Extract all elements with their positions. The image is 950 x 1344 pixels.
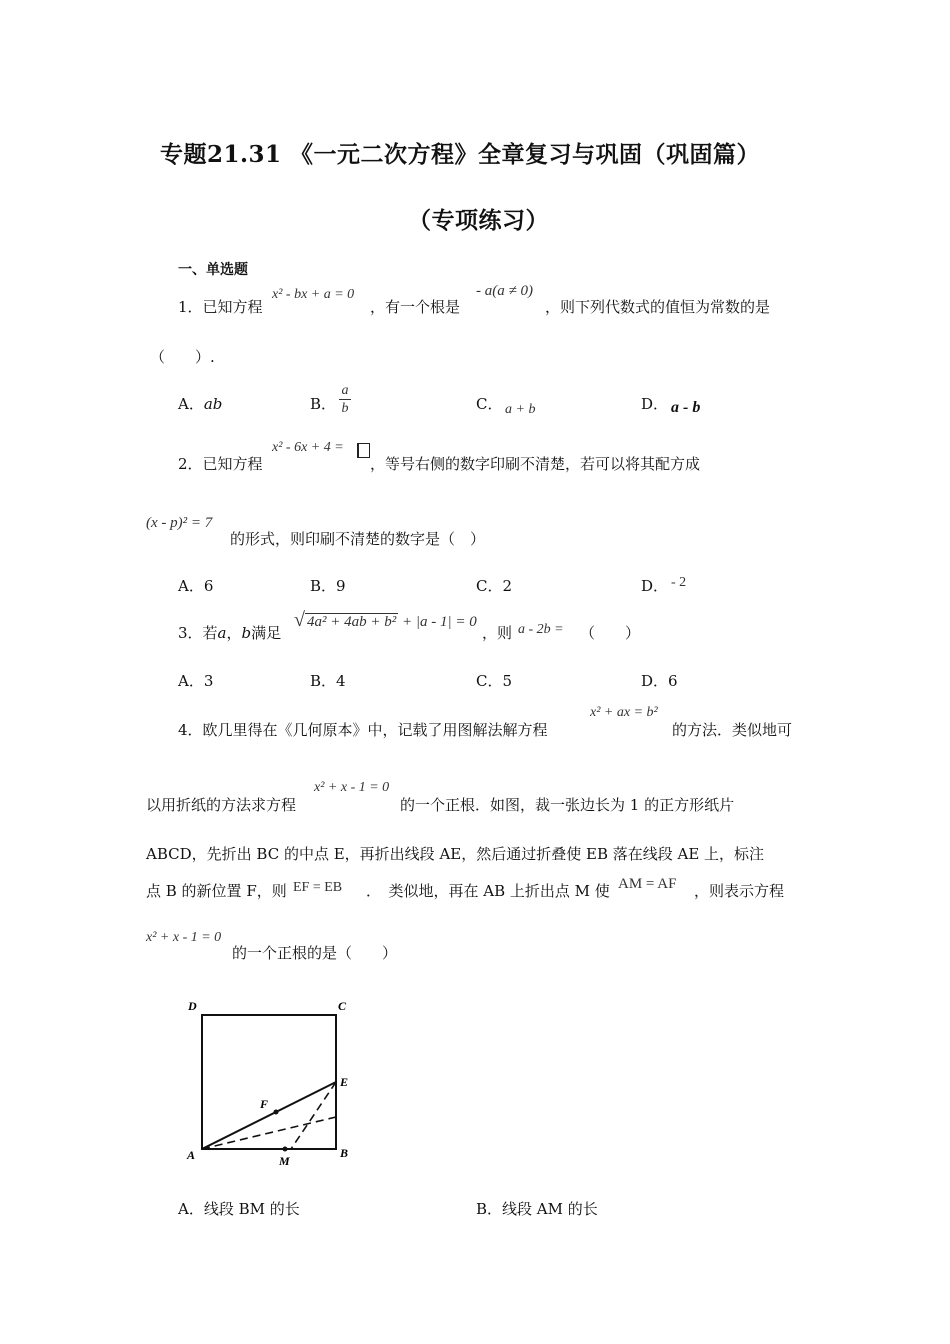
q1-option-c[interactable]: [476, 393, 502, 414]
option-label: A．: [178, 395, 204, 413]
q4-line1-a: 4．欧几里得在《几何原本》中，记载了用图解法解方程: [178, 721, 548, 739]
square-abcd: [202, 1015, 336, 1149]
q2-mid-text: ，等号右侧的数字印刷不清楚，若可以将其配方成: [370, 455, 701, 473]
option-label: C．: [476, 395, 503, 413]
q2-equation: x² - 6x + 4 =: [272, 440, 344, 455]
q4-line4-a: 点 B 的新位置 F，则: [146, 882, 287, 900]
q4-line4-c: ，则表示方程: [694, 882, 785, 900]
option-label: D．: [641, 395, 669, 413]
q4-eq1: x² + ax = b²: [590, 705, 658, 720]
option-label: C．: [476, 672, 503, 690]
q4-option-b[interactable]: [476, 1198, 598, 1219]
q2-equation-2: (x - p)² = 7: [146, 515, 213, 531]
q2-option-d[interactable]: [641, 575, 668, 596]
option-value: 2: [502, 577, 513, 595]
point-f: [274, 1110, 279, 1115]
q3-option-a[interactable]: [178, 670, 213, 691]
option-value: 6: [203, 577, 214, 595]
option-label: D．: [641, 672, 669, 690]
option-value: 6: [668, 672, 678, 690]
q3-option-b[interactable]: [310, 670, 346, 691]
option-value: ab: [203, 395, 223, 413]
label-c: C: [338, 999, 347, 1013]
label-d: D: [188, 999, 197, 1013]
option-label: D．: [641, 577, 669, 595]
section-heading: 一、单选题: [178, 262, 248, 278]
option-label: B．: [310, 672, 337, 690]
sqrt-radicand: 4a² + 4ab + b²: [306, 614, 397, 630]
q3-paren: （ ）: [580, 624, 641, 642]
q3-option-c[interactable]: [476, 670, 512, 691]
q1-option-b-fraction: [339, 379, 351, 416]
label-e: E: [340, 1075, 349, 1089]
fold-line-dashed-1: [202, 1117, 336, 1149]
option-label: C．: [476, 577, 503, 595]
q2-number: 2．已知方程: [178, 455, 263, 473]
q2-option-b[interactable]: [310, 575, 346, 596]
q1-option-d-value: a - b: [671, 399, 701, 416]
q1-root: - a(a ≠ 0): [476, 283, 533, 299]
option-label: A．: [178, 577, 204, 595]
fold-line-dashed-2: [291, 1082, 336, 1149]
q4-option-a[interactable]: [178, 1198, 300, 1219]
q1-equation: x² - bx + a = 0: [272, 287, 355, 302]
label-m: M: [279, 1154, 290, 1168]
q3-option-d[interactable]: [641, 670, 678, 691]
var-a: a: [217, 624, 227, 642]
q4-eq5: x² + x - 1 = 0: [146, 930, 222, 945]
q1-mid-text: ，有一个根是: [370, 298, 461, 316]
q2-option-a[interactable]: [178, 575, 213, 596]
option-value: 9: [336, 577, 346, 595]
q3-stem: [178, 622, 281, 643]
option-label: A．: [178, 672, 204, 690]
q2-end-text: 的形式，则印刷不清楚的数字是（ ）: [230, 530, 486, 548]
option-value: 线段 AM 的长: [502, 1200, 598, 1218]
fraction-denominator: b: [341, 401, 349, 416]
var-b: b: [241, 624, 252, 642]
q4-line4-b: ． 类似地，再在 AB 上折出点 M 使: [366, 882, 610, 900]
option-value: 线段 BM 的长: [203, 1200, 300, 1218]
q3-abs-term: + |a - 1| = 0: [401, 614, 477, 630]
q3-satisfy: 满足: [251, 624, 282, 642]
q4-eq3: EF = EB: [293, 880, 343, 895]
sqrt-sign-icon: √: [294, 609, 305, 631]
q4-eq2: x² + x - 1 = 0: [314, 780, 390, 795]
q3-number: 3．若: [178, 624, 218, 642]
q3-comma: ，: [226, 624, 242, 642]
q4-line1-b: 的方法．类似地可: [672, 721, 793, 739]
q2-option-d-value: - 2: [671, 575, 687, 590]
q1-option-a[interactable]: [178, 393, 222, 414]
q1-option-d[interactable]: [641, 393, 668, 414]
q1-end-text: ，则下列代数式的值恒为常数的是: [545, 298, 771, 316]
q4-line2-a: 以用折纸的方法求方程: [146, 796, 297, 814]
q4-line2-b: 的一个正根．如图，裁一张边长为 1 的正方形纸片: [400, 796, 735, 814]
q1-tail: （ ）.: [150, 348, 215, 366]
option-value: 3: [203, 672, 214, 690]
label-a: A: [187, 1148, 196, 1162]
option-label: B．: [310, 395, 337, 413]
q3-expr: a - 2b =: [518, 622, 564, 637]
label-f: F: [260, 1097, 269, 1111]
q1-option-b[interactable]: [310, 393, 336, 414]
q2-option-c[interactable]: [476, 575, 512, 596]
option-value: 4: [336, 672, 346, 690]
option-label: B．: [310, 577, 337, 595]
option-value: 5: [502, 672, 513, 690]
q4-eq4: AM = AF: [618, 876, 677, 892]
q4-line5: 的一个正根的是（ ）: [232, 944, 398, 962]
fraction-numerator: a: [341, 383, 349, 398]
page-title: 专题21.31 《一元二次方程》全章复习与巩固（巩固篇）: [160, 141, 761, 168]
q1-number: 1．已知方程: [178, 298, 263, 316]
option-label: A．: [178, 1200, 204, 1218]
point-m: [283, 1147, 288, 1152]
folding-square-figure: [180, 995, 360, 1170]
segment-ae: [202, 1082, 336, 1149]
option-label: B．: [476, 1200, 503, 1218]
label-b: B: [340, 1146, 349, 1160]
q1-option-c-value: a + b: [505, 402, 536, 417]
q4-line3: ABCD，先折出 BC 的中点 E，再折出线段 AE，然后通过折叠使 EB 落在线段 AE 上，标注: [146, 845, 765, 863]
q1-stem: [178, 296, 263, 317]
page-subtitle: （专项练习）: [408, 207, 549, 234]
blank-box-icon: [357, 443, 370, 458]
q3-sqrt: [294, 609, 477, 632]
q3-then: ，则: [482, 624, 513, 642]
